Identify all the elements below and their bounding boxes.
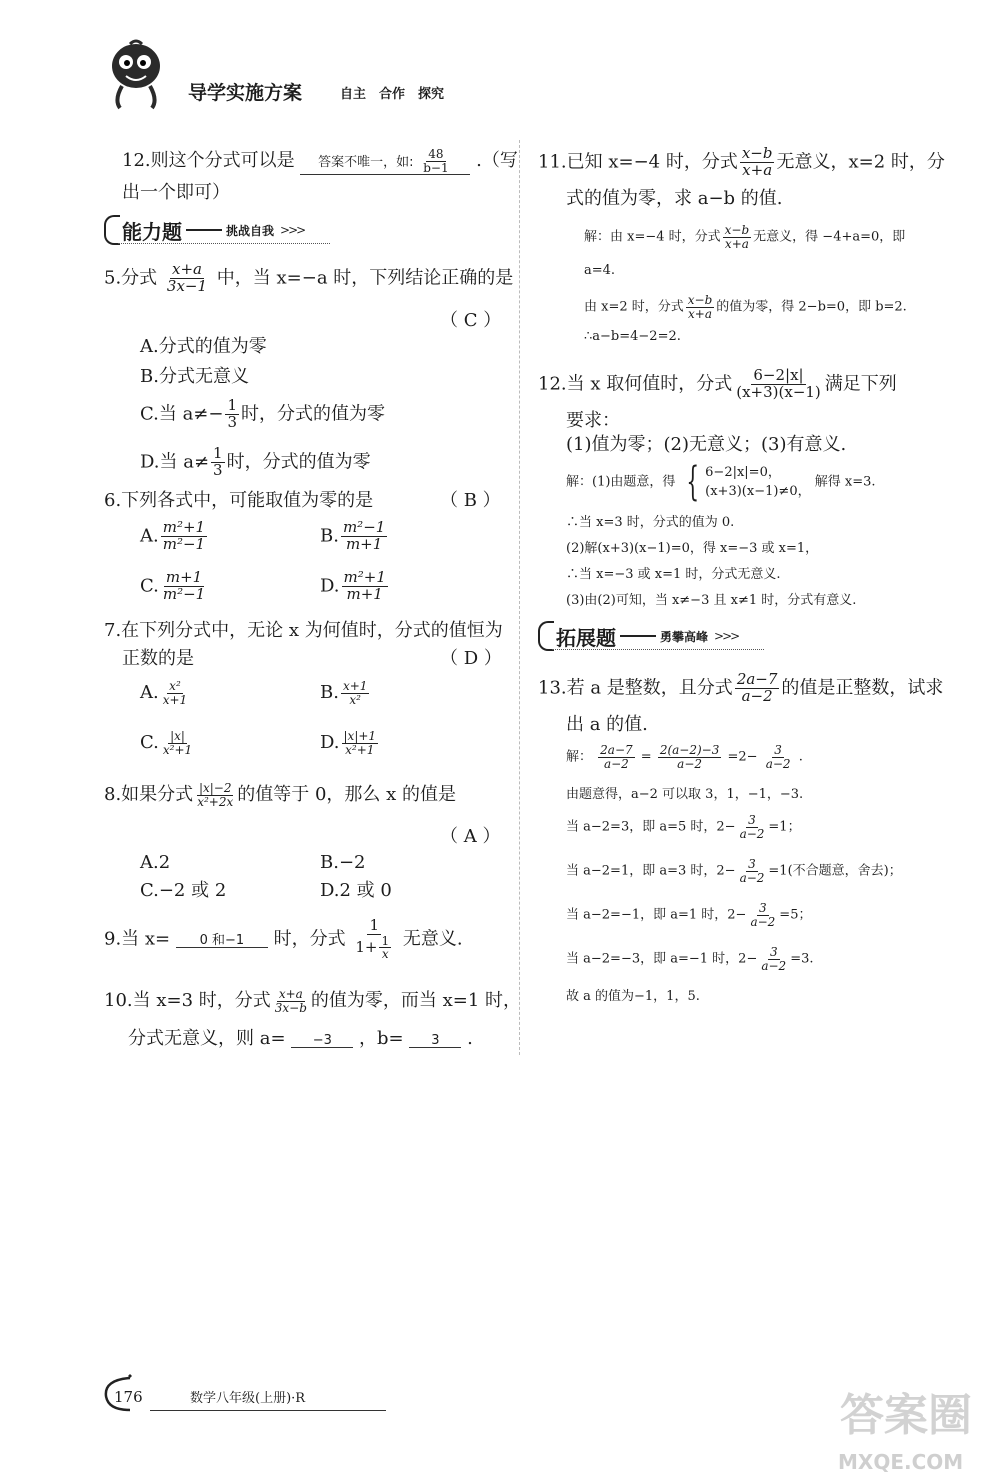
q8-stem: 8.如果分式 $\frac{|x|-2}{\text{x²+2x}}$ 的值等于 0，那么 x 的值是 [104,781,457,809]
watermark-url: MXQE.COM [838,1450,964,1474]
q12-stem-line2: 要求： [566,410,620,431]
q12-solution-5: (3)由(2)可知，当 x≠−3 且 x≠1 时，分式有意义. [566,593,857,608]
q13-case-2: 当 a−2=1，即 a=3 时，2− $\frac{3}{a-2}$ =1(不合题意，舍去)； [566,857,902,885]
q6-stem: 6.下列各式中，可能取值为零的是 [104,490,374,511]
section-extension: 拓展题 勇攀高峰 >>> [538,622,764,650]
mascot-icon [100,38,172,110]
q13-case-4: 当 a−2=−3，即 a=−1 时，2− $\frac{3}{a-2}$ =3. [566,945,814,973]
q10-stem-line1: 10.当 x=3 时，分式 $\frac{x+a}{3x-b}$ 的值为零，而当 x=1 时， [104,987,522,1015]
page-number: 176 [114,1388,143,1406]
q7-answer: （ D ） [440,648,502,669]
q12-stem-line1: 12.当 x 取何值时，分式 $\frac{6-2|x|}{(x+3)(x-1)}$ 满足下列 [538,366,897,401]
q5-option-c: C.当 a≠− $\frac{1}{3}$ 时，分式的值为零 [140,396,386,431]
q12-left-line1: 12.则这个分式可以是 答案不唯一，如: $\frac{48}{b-1}$ .（写 [122,147,518,175]
q7-option-b: B. $\frac{x+1}{\text{x²}}$ [320,679,368,707]
q5-stem: 5.分式 $\frac{x+a}{3x-1}$ 中，当 x=−a 时，下列结论正确的是 [104,260,514,295]
q10-stem-line2: 分式无意义，则 a= −3 ，b= 3 . [128,1028,473,1049]
q12-solution-2: ∴当 x=3 时，分式的值为 0. [566,515,735,530]
q13-stem-line1: 13.若 a 是整数，且分式 $\frac{2a-7}{a-2}$ 的值是正整数，试求 [538,670,944,705]
q13-case-3: 当 a−2=−1，即 a=1 时，2− $\frac{3}{a-2}$ =5； [566,901,812,929]
q9-stem: 9.当 x= 0 和−1 时，分式 1 1+ $\frac{1}{x}$ 无意义. [104,916,463,962]
section-ability: 能力题 挑战自我 >>> [104,216,330,244]
q12-solution-3: (2)解(x+3)(x−1)=0，得 x=−3 或 x=1， [566,541,819,556]
q11-solution-2: a=4. [584,263,616,278]
q8-option-b: B.−2 [320,852,366,873]
q7-stem-line2: 正数的是 [122,648,194,669]
q5-option-b: B.分式无意义 [140,366,249,387]
column-divider [519,140,520,1055]
q13-final: 故 a 的值为−1，1，5. [566,989,700,1004]
header-subtitle: 自主 合作 探究 [340,87,445,102]
q7-option-a: A. $\frac{\text{x²}}{x+1}$ [140,679,188,707]
q11-solution-4: ∴a−b=4−2=2. [584,329,681,344]
footer-rule [150,1410,386,1411]
q13-solution-2: 由题意得，a−2 可以取 3，1，−1，−3. [566,787,804,802]
q12-left-line2: 出一个即可） [122,182,230,203]
q6-answer: （ B ） [440,490,501,511]
q11-stem-line1: 11.已知 x=−4 时，分式 $\frac{x-b}{x+a}$ 无意义，x=2 时，分 [538,144,945,179]
q5-answer: （ C ） [440,310,502,331]
q7-stem-line1: 7.在下列分式中，无论 x 为何值时，分式的值恒为 [104,620,503,641]
q11-solution-3: 由 x=2 时，分式 $\frac{x-b}{x+a}$ 的值为零，得 2−b=0，即 b=2. [584,293,907,321]
q5-option-d: D.当 a≠ $\frac{1}{3}$ 时，分式的值为零 [140,444,371,479]
q5-option-a: A.分式的值为零 [140,336,267,357]
q13-case-1: 当 a−2=3，即 a=5 时，2− $\frac{3}{a-2}$ =1； [566,813,801,841]
header-title: 导学实施方案 [188,82,303,104]
q6-option-b: B. $\frac{\text{m²−1}}{m+1}$ [320,518,386,553]
q6-option-c: C. $\frac{m+1}{\text{m²−1}}$ [140,568,206,603]
q12-solution-4: ∴当 x=−3 或 x=1 时，分式无意义. [566,567,781,582]
q6-option-a: A. $\frac{\text{m²+1}}{\text{m²−1}}$ [140,518,206,553]
q8-option-c: C.−2 或 2 [140,880,227,901]
q6-option-d: D. $\frac{\text{m²+1}}{m+1}$ [320,568,386,603]
q13-solution-1: 解： $\frac{2a-7}{a-2}$ = $\frac{2(a-2)-3}{a-2}$ =2− $\frac{3}{a-2}$ . [566,743,803,771]
watermark-logo: 答案圈 [840,1390,972,1441]
q7-option-d: D. $\frac{|x|+1}{\text{x²+1}}$ [320,729,377,757]
footer-book: 数学八年级(上册)·R [190,1391,306,1406]
q8-answer: （ A ） [440,826,501,847]
q12-stem-line3: (1)值为零；(2)无意义；(3)有意义. [566,434,847,455]
q8-option-a: A.2 [140,852,171,873]
q12-solution-1: 解：(1)由题意，得 { 6−2|x|=0， (x+3)(x−1)≠0， 解得 x=3. [566,459,876,505]
q11-stem-line2: 式的值为零，求 a−b 的值. [566,188,783,209]
q13-stem-line2: 出 a 的值. [566,714,648,735]
q11-solution-1: 解：由 x=−4 时，分式 $\frac{x-b}{x+a}$ 无意义，得 −4+a=0，即 [584,223,906,251]
q7-option-c: C. $\frac{|x|}{\text{x²+1}}$ [140,729,193,757]
q8-option-d: D.2 或 0 [320,880,392,901]
